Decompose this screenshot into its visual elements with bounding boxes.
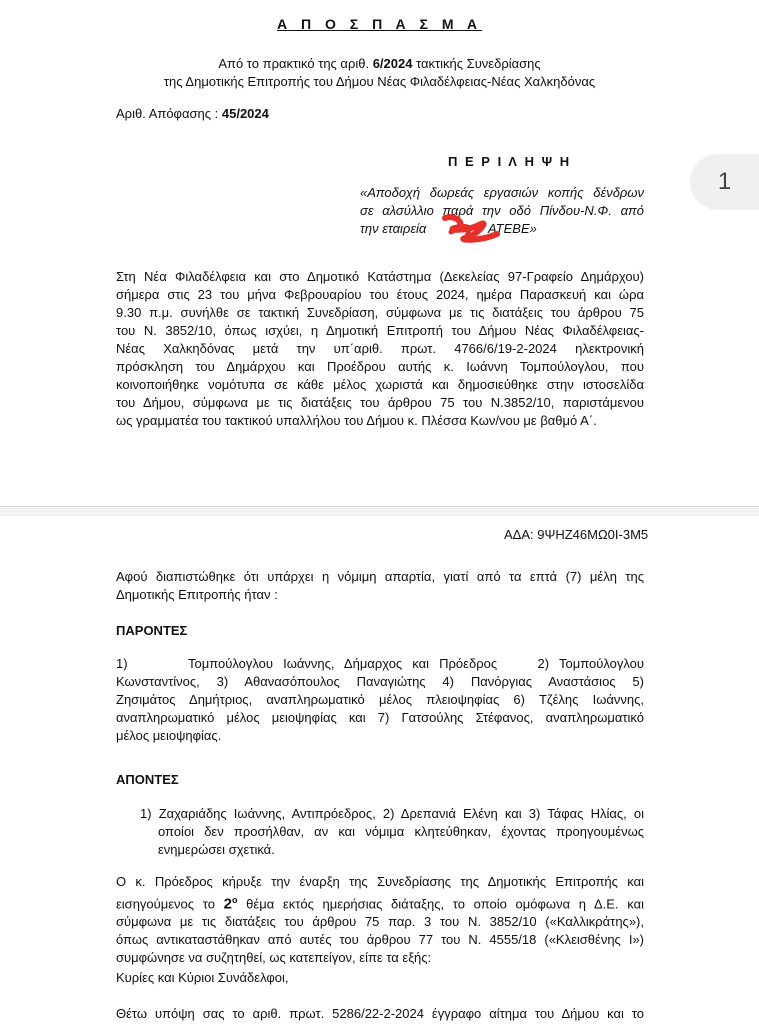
summary-line: την εταιρεία ATEBE» <box>360 221 537 236</box>
member-line: 1) Τομπούλογλου Ιωάννης, Δήμαρχος και Πρόεδρος 2) Τομπούλογλου <box>116 656 644 671</box>
greeting: Κυρίες και Κύριοι Συνάδελφοι, <box>116 970 289 985</box>
quorum-paragraph <box>116 568 644 604</box>
present-heading: ΠΑΡΟΝΤΕΣ <box>116 623 188 638</box>
summary-line: σε αλσύλλιο παρά την οδό Πίνδου-Ν.Φ. από <box>360 203 644 218</box>
intro-paragraph <box>116 268 644 430</box>
committee-name: της Δημοτικής Επιτροπής του Δήμου Νέας Φιλαδέλφειας-Νέας Χαλκηδόνας <box>163 74 596 89</box>
redaction-scribble <box>437 212 507 248</box>
closing-line <box>116 1005 644 1023</box>
paragraph-line: του Δήμου, σύμφωνα με τις διατάξεις του άρθρου 75 του Ν.3852/10, παριστάμενου <box>116 395 644 410</box>
member-line: Κωνσταντίνος, 3) Αθανασόπουλος Παναγιώτης 4) Πανόργιας Αναστάσιος 5) <box>116 674 644 689</box>
paragraph-line: συμφώνησε να συζητηθεί, ως κατεπείγον, είπε τα εξής: <box>116 950 432 966</box>
minutes-reference: Από το πρακτικό της αριθ. 6/2024 τακτικής Συνεδρίασης <box>218 56 541 71</box>
paragraph-line: Θέτω υπόψη σας το αριθ. πρωτ. 5286/22-2-2024 έγγραφο αίτημα του Δήμου και το <box>116 1006 644 1021</box>
member-line: Ζησιμάτος Δημήτριος, αναπληρωματικό μέλος πλειοψηφίας 6) Τζέλης Ιωάννης, <box>116 692 644 707</box>
paragraph-line: σύμφωνα με τις διατάξεις του άρθρου 75 παρ. 3 του Ν. 3852/10 («Καλλικράτης»), <box>116 914 644 930</box>
summary-heading: Π Ε Ρ Ι Λ Η Ψ Η <box>448 154 572 169</box>
ada-code: ΑΔΑ: 9ΨΗΖ46ΜΩ0Ι-3Μ5 <box>504 527 649 542</box>
page-break-separator <box>0 506 759 516</box>
proceedings-paragraph <box>116 873 644 967</box>
page-number-badge: 1 <box>690 154 759 210</box>
paragraph-line: όπως αντικαταστάθηκαν από αυτές του άρθρου 77 του Ν. 4555/18 («Κλεισθένης Ι») <box>116 932 644 948</box>
member-line: μέλος μειοψηφίας. <box>116 728 222 743</box>
member-line: ενημερώσει σχετικά. <box>158 842 275 857</box>
absent-heading: ΑΠΟΝΤΕΣ <box>116 772 179 787</box>
paragraph-line: εισηγούμενος το $2^o$ θέμα εκτός ημερήσιας διάταξης, το οποίο ομόφωνα η Δ.Ε. και <box>116 895 645 913</box>
paragraph-line: Δημοτικής Επιτροπής ήταν : <box>116 587 278 602</box>
paragraph-line: πρόσκληση του Δημάρχου και Προέδρου αυτής κ. Ιωάννη Τομπούλογλου, που <box>116 359 644 374</box>
paragraph-line: 9.30 π.μ. συνήλθε σε τακτική Συνεδρίαση, σύμφωνα με τις διατάξεις του άρθρου 75 <box>116 305 644 320</box>
paragraph-line: κοινοποιήθηκε νομότυπα σε κάθε μέλος χωριστά και δημοσιεύθηκε στην ιστοσελίδα <box>116 377 644 392</box>
paragraph-line: Αφού διαπιστώθηκε ότι υπάρχει η νόμιμη απαρτία, γιατί από τα επτά (7) μέλη της <box>116 569 644 584</box>
paragraph-line: Νέας Χαλκηδόνας μετά την υπ΄αριθ. πρωτ. 4766/6/19-2-2024 ηλεκτρονική <box>116 341 644 356</box>
paragraph-line: Ο κ. Πρόεδρος κήρυξε την έναρξη της Συνεδρίασης της Δημοτικής Επιτροπής και <box>116 874 644 889</box>
member-line: αναπληρωματικό μέλος μειοψηφίας και 7) Γατσούλης Στέφανος, αναπληρωματικό <box>116 710 644 725</box>
decision-number: Αριθ. Απόφασης : 45/2024 <box>116 106 269 121</box>
member-line: οποίοι δεν προσήλθαν, αν και νόμιμα κλητεύθηκαν, έχοντας προηγουμένως <box>158 824 644 839</box>
document-title: Α Π Ο Σ Π Α Σ Μ Α <box>277 16 482 32</box>
member-line: 1) Ζαχαριάδης Ιωάννης, Αντιπρόεδρος, 2) Δρεπανιά Ελένη και 3) Τάφας Ηλίας, οι <box>140 806 644 821</box>
absent-members <box>140 805 644 859</box>
paragraph-line: σήμερα στις 23 του μήνα Φεβρουαρίου του έτους 2024, ημέρα Παρασκευή και ώρα <box>116 287 644 302</box>
summary-line: «Αποδοχή δωρεάς εργασιών κοπής δένδρων <box>360 185 644 200</box>
paragraph-line: ως γραμματέα του τακτικού υπαλλήλου του Δήμου κ. Πλέσσα Κων/νου με βαθμό Α΄. <box>116 413 597 428</box>
paragraph-line: του Ν. 3852/10, όπως ισχύει, η Δημοτική Επιτροπή του Δήμου Νέας Φιλαδέλφειας- <box>116 323 644 338</box>
paragraph-line: Στη Νέα Φιλαδέλφεια και στο Δημοτικό Κατάστημα (Δεκελείας 97-Γραφείο Δημάρχου) <box>116 269 644 284</box>
present-members <box>116 655 644 745</box>
